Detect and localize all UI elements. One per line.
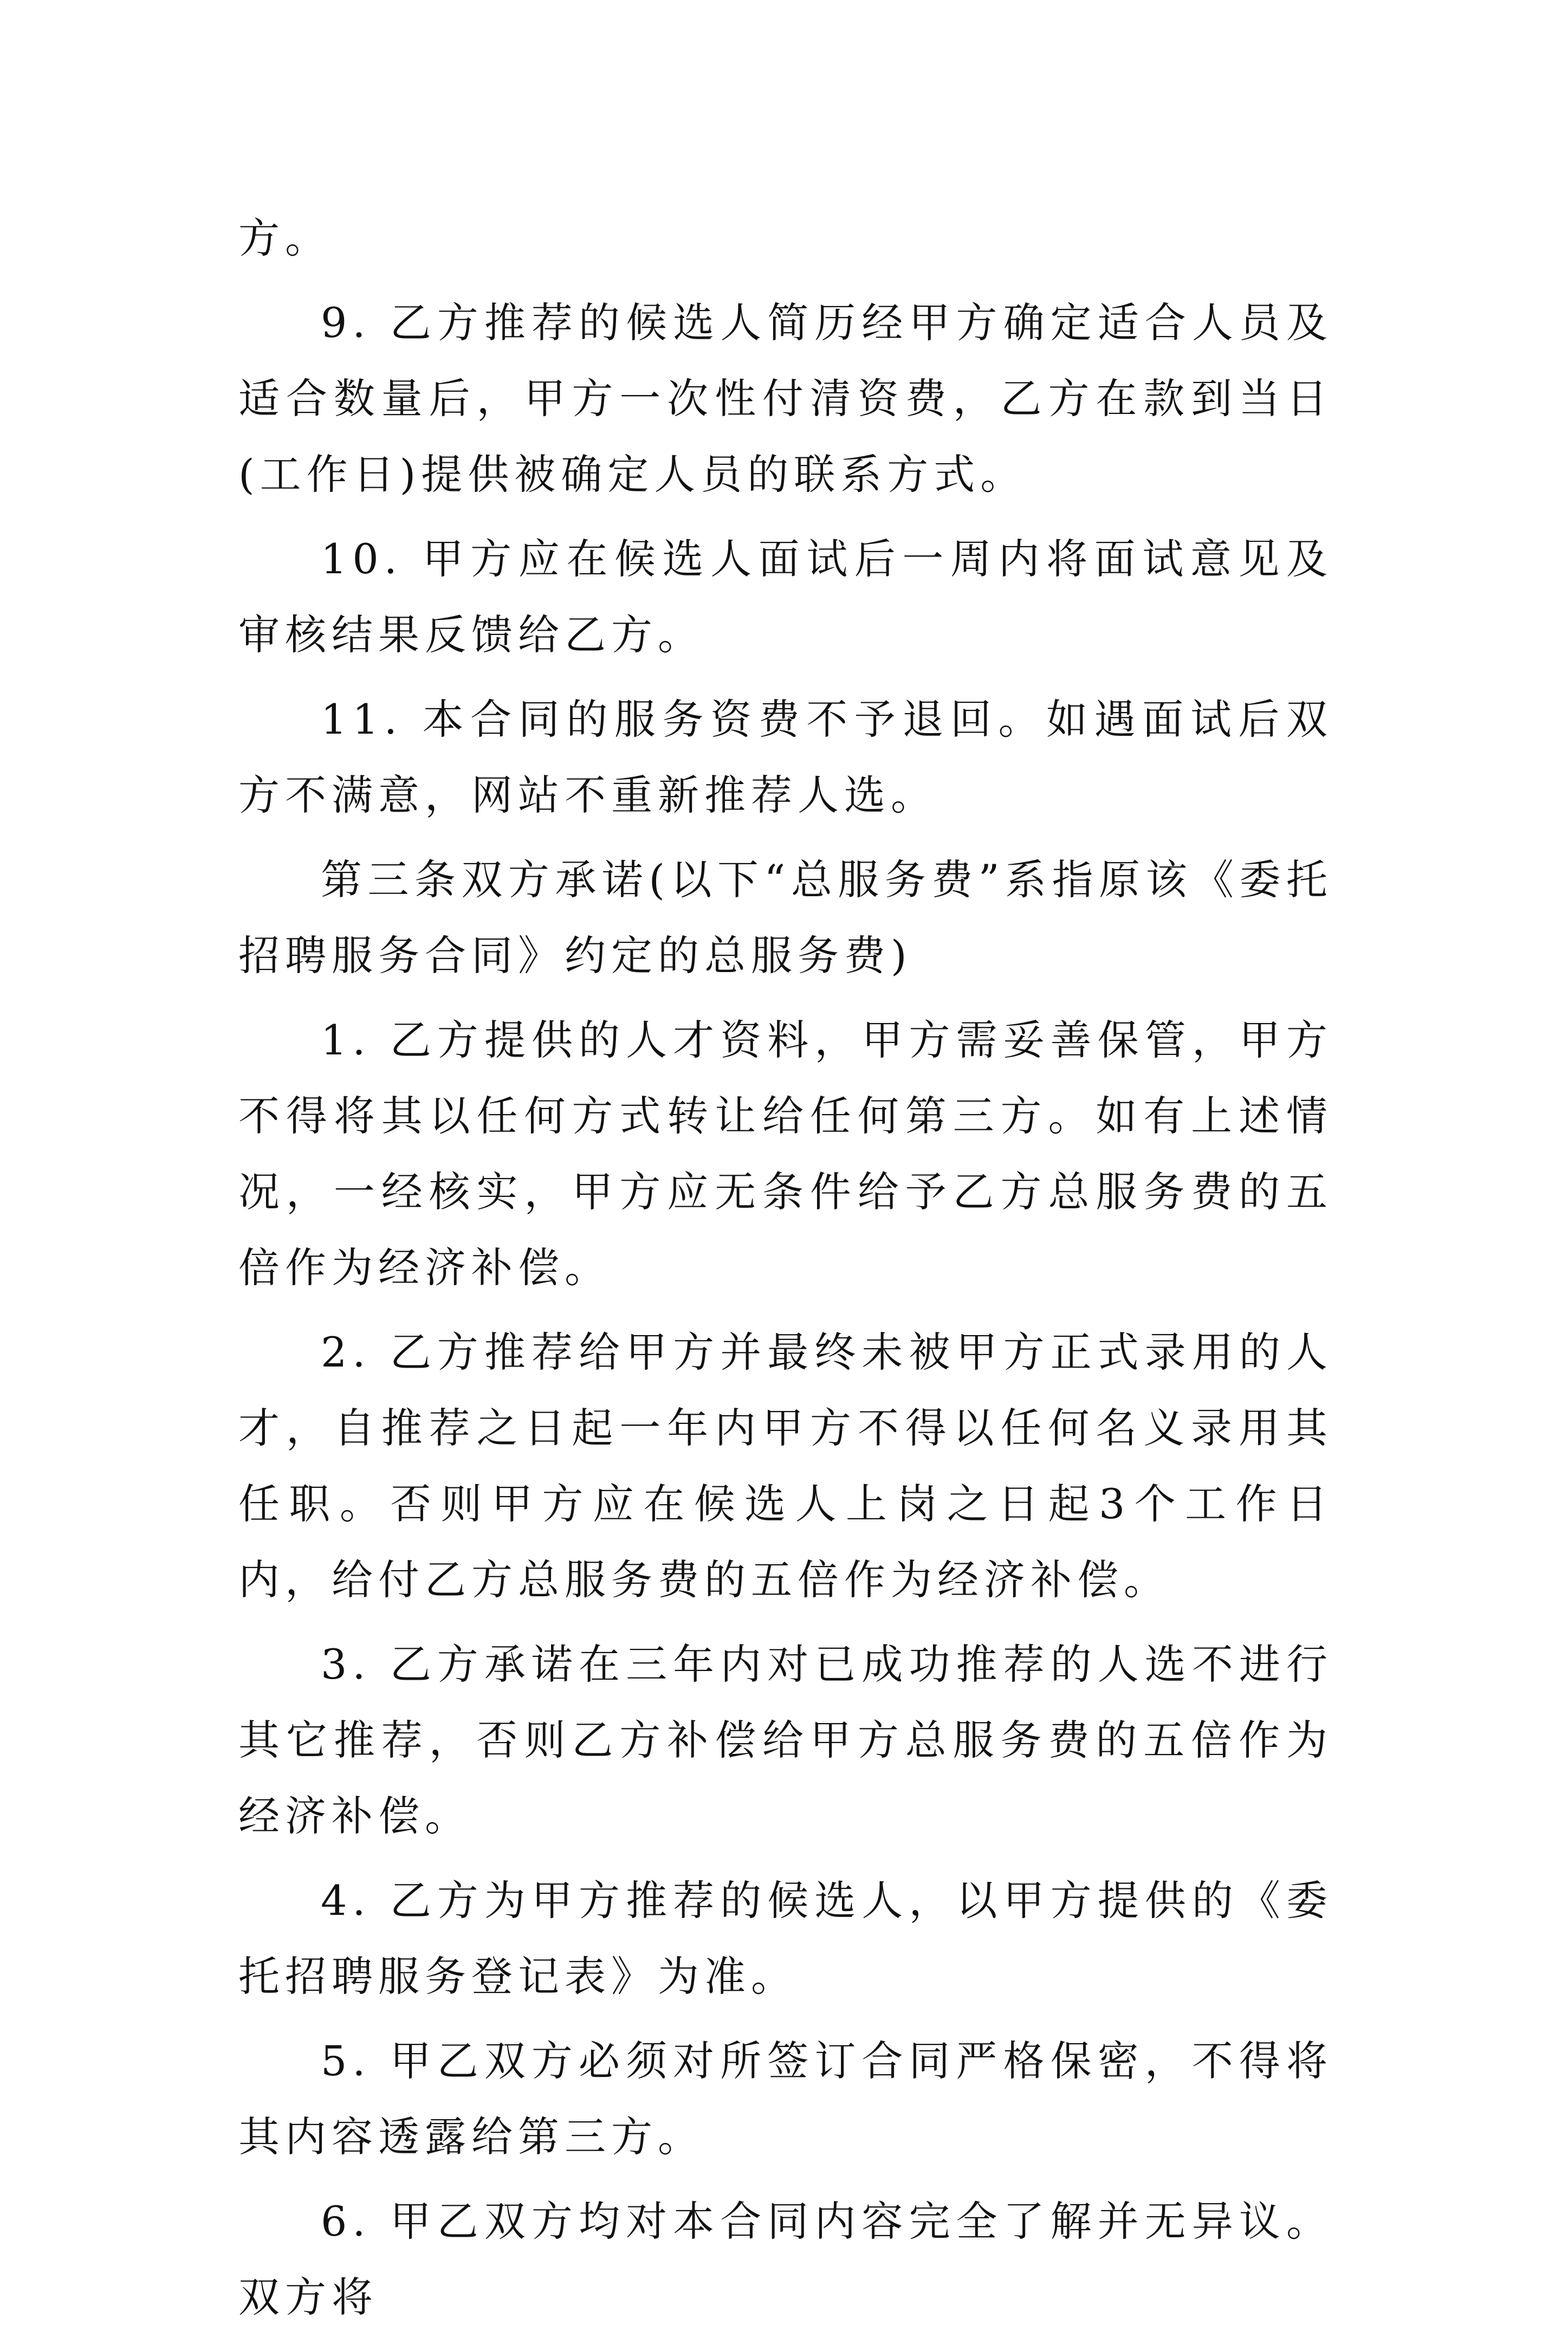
commitment-2: 2. 乙方推荐给甲方并最终未被甲方正式录用的人才，自推荐之日起一年内甲方不得以任何名义录用其任职。否则甲方应在候选人上岗之日起3个工作日内，给付乙方总服务费的五倍作为经济补偿。 [238,1328,1333,1604]
document-body [238,200,1333,2344]
commitment-3: 3. 乙方承诺在三年内对已成功推荐的人选不进行其它推荐，否则乙方补偿给甲方总服务费的五倍作为经济补偿。 [238,1640,1333,1840]
clause-9: 9. 乙方推荐的候选人简历经甲方确定适合人员及适合数量后，甲方一次性付清资费，乙方在款到当日(工作日)提供被确定人员的联系方式。 [238,299,1333,498]
paragraph-continuation: 方。 [238,214,332,262]
commitment-1: 1. 乙方提供的人才资料，甲方需妥善保管，甲方不得将其以任何方式转让给任何第三方。如有上述情况，一经核实，甲方应无条件给予乙方总服务费的五倍作为经济补偿。 [238,1016,1333,1292]
article-3-heading: 第三条双方承诺(以下“总服务费”系指原该《委托招聘服务合同》约定的总服务费) [238,856,1333,980]
commitment-4: 4. 乙方为甲方推荐的候选人，以甲方提供的《委托招聘服务登记表》为准。 [238,1876,1333,2000]
clause-10: 10. 甲方应在候选人面试后一周内将面试意见及审核结果反馈给乙方。 [238,535,1333,659]
commitment-5: 5. 甲乙双方必须对所签订合同严格保密，不得将其内容透露给第三方。 [238,2037,1333,2161]
commitment-6: 6. 甲乙双方均对本合同内容完全了解并无异议。双方将 [238,2197,1333,2321]
clause-11: 11. 本合同的服务资费不予退回。如遇面试后双方不满意，网站不重新推荐人选。 [238,695,1333,819]
